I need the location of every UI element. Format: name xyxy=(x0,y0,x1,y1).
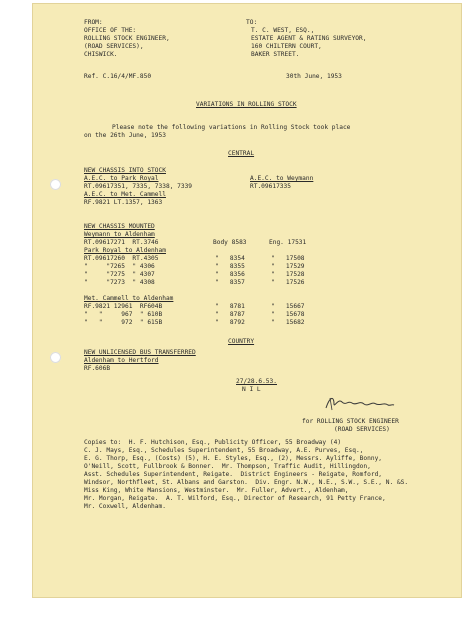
stock-line: RT.09617335 xyxy=(250,183,291,190)
to-line: 160 CHILTERN COURT, xyxy=(251,43,322,50)
intro-line: Please note the following variations in Rolling Stock took place xyxy=(112,124,351,131)
body-number: " 8792 xyxy=(215,319,245,326)
intro-line: on the 26th June, 1953 xyxy=(84,132,166,139)
copies-line: Copies to: H. F. Hutchison, Esq., Publicity Officer, 55 Broadway (4) xyxy=(84,439,342,446)
chassis-number: " "7275 " 4307 xyxy=(84,271,155,278)
letter-date: 30th June, 1953 xyxy=(286,73,342,80)
copies-line: O'Neill, Scott, Fullbrook & Bonner. Mr. Thompson, Traffic Audit, Hillingdon, xyxy=(84,463,371,470)
body-number: " 8355 xyxy=(215,263,245,270)
engine-number: " 15682 xyxy=(271,319,305,326)
copies-line: E. G. Thorp, Esq., (Costs) (5), H. E. Styles, Esq., (2), Messrs. Ayliffe, Bonny, xyxy=(84,455,383,462)
country-heading: COUNTRY xyxy=(228,338,255,345)
from-label: FROM: xyxy=(84,19,103,26)
from-line: ROLLING STOCK ENGINEER, xyxy=(84,35,170,42)
group-title: Met. Cammell to Aldenham xyxy=(84,295,174,302)
body-number: " 8787 xyxy=(215,311,245,318)
nil-reference: 27/28.6.53. xyxy=(236,378,277,385)
reference-number: Ref. C.16/4/MF.850 xyxy=(84,73,152,80)
group-title: A.E.C. to Park Royal xyxy=(84,175,159,182)
group-title: Weymann to Aldenham xyxy=(84,231,155,238)
engine-number: " 17529 xyxy=(271,263,305,270)
group-title: Park Royal to Aldenham xyxy=(84,247,166,254)
transfer-line: RF.606B xyxy=(84,365,111,372)
stock-line: RF.9821 LT.1357, 1363 xyxy=(84,199,163,206)
chassis-number: RT.09617260 RT.4305 xyxy=(84,255,159,262)
section-heading: NEW UNLICENSED BUS TRANSFERRED xyxy=(84,349,196,356)
copies-line: Miss King, White Mansions, Westminster. Mr. Fuller, Advert., Aldenham, xyxy=(84,487,349,494)
engine-number: " 17526 xyxy=(271,279,305,286)
engine-number: " 17528 xyxy=(271,271,305,278)
to-label: TO: xyxy=(246,19,258,26)
engine-number: " 15678 xyxy=(271,311,305,318)
engine-number: Eng. 17531 xyxy=(269,239,307,246)
chassis-number: RT.09617271 RT.3746 xyxy=(84,239,159,246)
body-number: " 8356 xyxy=(215,271,245,278)
central-heading: CENTRAL xyxy=(228,150,255,157)
to-line: ESTATE AGENT & RATING SURVEYOR, xyxy=(251,35,367,42)
body-number: " 8781 xyxy=(215,303,245,310)
group-title: A.E.C. to Weymann xyxy=(250,175,314,182)
to-line: T. C. WEST, ESQ., xyxy=(251,27,315,34)
copies-line: Asst. Schedules Superintendent, Reigate. District Engineers - Reigate, Romford, xyxy=(84,471,383,478)
punch-hole-bottom xyxy=(50,352,61,363)
section-heading: NEW CHASSIS MOUNTED xyxy=(84,223,155,230)
to-line: BAKER STREET. xyxy=(251,51,300,58)
chassis-number: " " 972 " 615B xyxy=(84,319,163,326)
from-line: OFFICE OF THE: xyxy=(84,27,137,34)
document-heading: VARIATIONS IN ROLLING STOCK xyxy=(196,101,297,108)
group-title: A.E.C. to Met. Cammell xyxy=(84,191,166,198)
signature-image xyxy=(322,394,396,412)
from-line: CHISWICK. xyxy=(84,51,118,58)
signoff-line: for ROLLING STOCK ENGINEER xyxy=(302,418,399,425)
copies-line: Mr. Coxwell, Aldenham. xyxy=(84,503,166,510)
punch-hole-top xyxy=(50,179,61,190)
body-number: Body 8583 xyxy=(213,239,247,246)
stock-line: RT.09617351, 7335, 7338, 7339 xyxy=(84,183,193,190)
signoff-line: (ROAD SERVICES) xyxy=(334,426,390,433)
chassis-number: " "7265 " 4306 xyxy=(84,263,155,270)
engine-number: " 17508 xyxy=(271,255,305,262)
body-number: " 8357 xyxy=(215,279,245,286)
nil-entry: N I L xyxy=(242,386,261,393)
copies-line: Mr. Morgan, Reigate. A. T. Wilford, Esq., Director of Research, 91 Petty France, xyxy=(84,495,386,502)
section-heading: NEW CHASSIS INTO STOCK xyxy=(84,167,166,174)
group-title: Aldenham to Hertford xyxy=(84,357,159,364)
from-line: (ROAD SERVICES), xyxy=(84,43,144,50)
copies-line: C. J. Mays, Esq., Schedules Superintendent, 55 Broadway, A.E. Purves, Esq., xyxy=(84,447,364,454)
chassis-number: " " 967 " 610B xyxy=(84,311,163,318)
copies-line: Windsor, Northfleet, St. Albans and Garston. Div. Engr. N.W., N.E., S.W., S.E., N. &S. xyxy=(84,479,409,486)
engine-number: " 15667 xyxy=(271,303,305,310)
chassis-number: RF.9821 12961 RF604B xyxy=(84,303,163,310)
chassis-number: " "7273 " 4308 xyxy=(84,279,155,286)
body-number: " 8354 xyxy=(215,255,245,262)
